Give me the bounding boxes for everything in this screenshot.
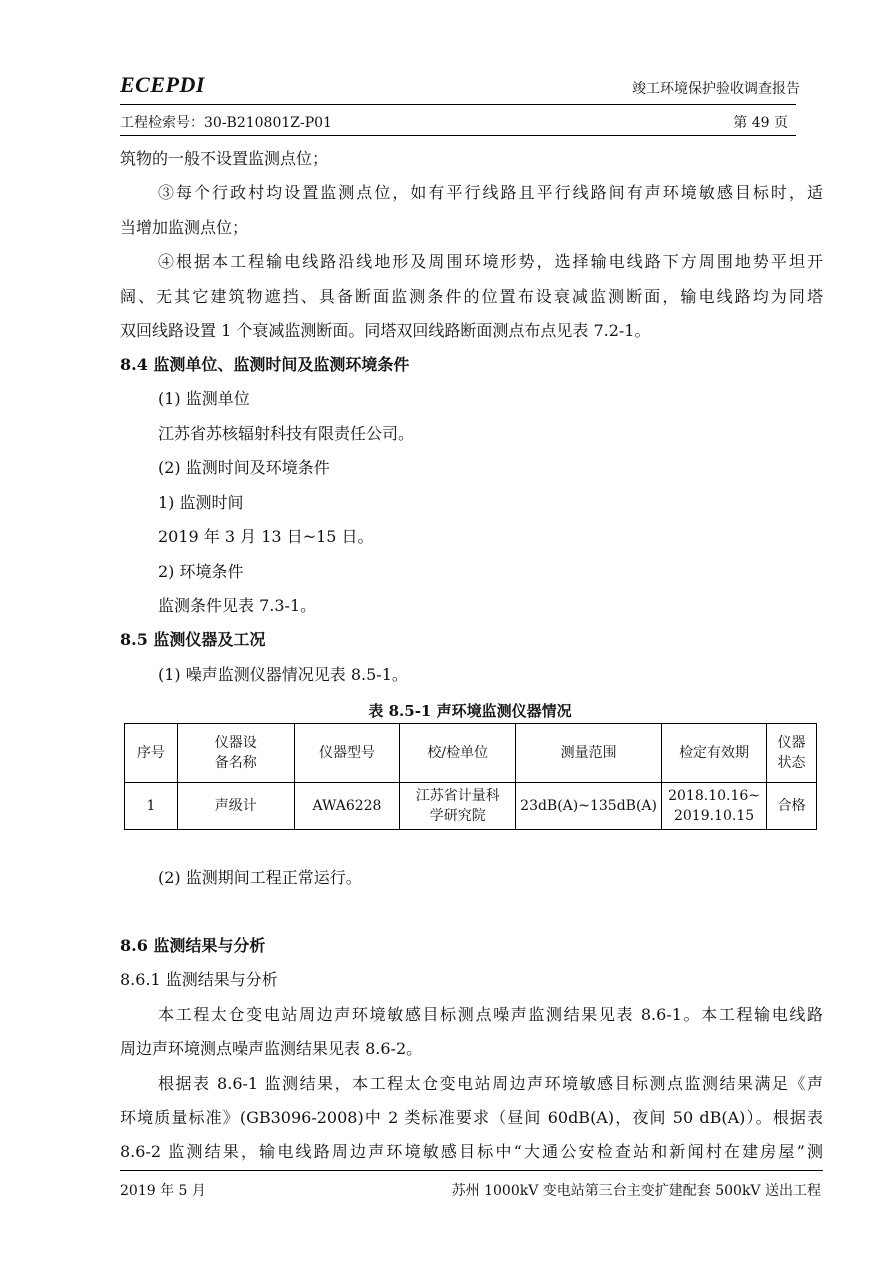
body-line: ③每个行政村均设置监测点位，如有平行线路且平行线路间有声环境敏感目标时，适 (158, 183, 823, 202)
section-heading-8-4: 8.4 监测单位、监测时间及监测环境条件 (120, 355, 410, 374)
body-line: 监测条件见表 7.3-1。 (158, 596, 317, 615)
body-line: (2) 监测期间工程正常运行。 (158, 868, 362, 887)
body-line: 本工程太仓变电站周边声环境敏感目标测点噪声监测结果见表 8.6-1。本工程输电线路 (158, 1005, 823, 1024)
body-line: 江苏省苏核辐射科技有限责任公司。 (158, 424, 415, 443)
table-header-row (125, 724, 817, 783)
table-cell: 2018.10.16~ 2019.10.15 (662, 783, 767, 830)
body-line: 周边声环境测点噪声监测结果见表 8.6-2。 (120, 1039, 423, 1058)
header-cell: 仪器型号 (294, 724, 400, 783)
footer-divider (120, 1170, 823, 1171)
body-line: 阔、无其它建筑物遮挡、具备断面监测条件的位置布设衰减监测断面，输电线路均为同塔 (120, 287, 823, 306)
header-cell: 检定有效期 (662, 724, 767, 783)
footer-project: 苏州 1000kV 变电站第三台主变扩建配套 500kV 送出工程 (451, 1183, 821, 1199)
company-logo: ECEPDI (120, 72, 205, 97)
subsection-label: 2) 环境条件 (158, 562, 244, 581)
header-cell: 校/检单位 (400, 724, 516, 783)
body-line: 根据表 8.6-1 监测结果，本工程太仓变电站周边声环境敏感目标测点监测结果满足《声 (158, 1074, 823, 1093)
subsection-label: (1) 监测单位 (158, 389, 250, 408)
table-cell: 声级计 (177, 783, 294, 830)
body-line: 当增加监测点位； (120, 218, 249, 237)
body-line: 筑物的一般不设置监测点位； (120, 149, 329, 168)
table-row (125, 783, 817, 830)
table-cell: 23dB(A)~135dB(A) (516, 783, 662, 830)
table-cell: 合格 (767, 783, 817, 830)
body-line: (1) 噪声监测仪器情况见表 8.5-1。 (158, 665, 408, 684)
subsection-label: 1) 监测时间 (158, 493, 244, 512)
report-title: 竣工环境保护验收调查报告 (632, 81, 800, 97)
body-line: 环境质量标准》(GB3096-2008)中 2 类标准要求（昼间 60dB(A)，夜间 50 dB(A)）。根据表 (120, 1108, 823, 1127)
section-heading-8-5: 8.5 监测仪器及工况 (120, 630, 266, 649)
table-cell: AWA6228 (294, 783, 400, 830)
header-cell: 仪器设 备名称 (177, 724, 294, 783)
header-divider-2 (120, 135, 796, 136)
body-line: ④根据本工程输电线路沿线地形及周围环境形势，选择输电线路下方周围地势平坦开 (158, 252, 823, 271)
table-cell: 江苏省计量科 学研究院 (400, 783, 516, 830)
header-cell: 序号 (125, 724, 178, 783)
body-line: 双回线路设置 1 个衰减监测断面。同塔双回线路断面测点布点见表 7.2-1。 (120, 321, 651, 340)
subsection-heading-8-6-1: 8.6.1 监测结果与分析 (120, 970, 278, 989)
project-index: 工程检索号：30-B210801Z-P01 (120, 115, 332, 131)
table-caption: 表 8.5-1 声环境监测仪器情况 (368, 702, 572, 720)
section-heading-8-6: 8.6 监测结果与分析 (120, 936, 266, 955)
table-cell: 1 (125, 783, 178, 830)
subsection-label: (2) 监测时间及环境条件 (158, 458, 330, 477)
header-cell: 仪器 状态 (767, 724, 817, 783)
body-line: 2019 年 3 月 13 日~15 日。 (158, 527, 374, 546)
instrument-table (124, 723, 817, 830)
body-line: 8.6-2 监测结果，输电线路周边声环境敏感目标中“大通公安检查站和新闻村在建房屋”测 (120, 1142, 823, 1161)
header-cell: 测量范围 (516, 724, 662, 783)
header-divider (120, 104, 796, 105)
page-number: 第 49 页 (733, 115, 788, 131)
footer-date: 2019 年 5 月 (120, 1183, 206, 1199)
